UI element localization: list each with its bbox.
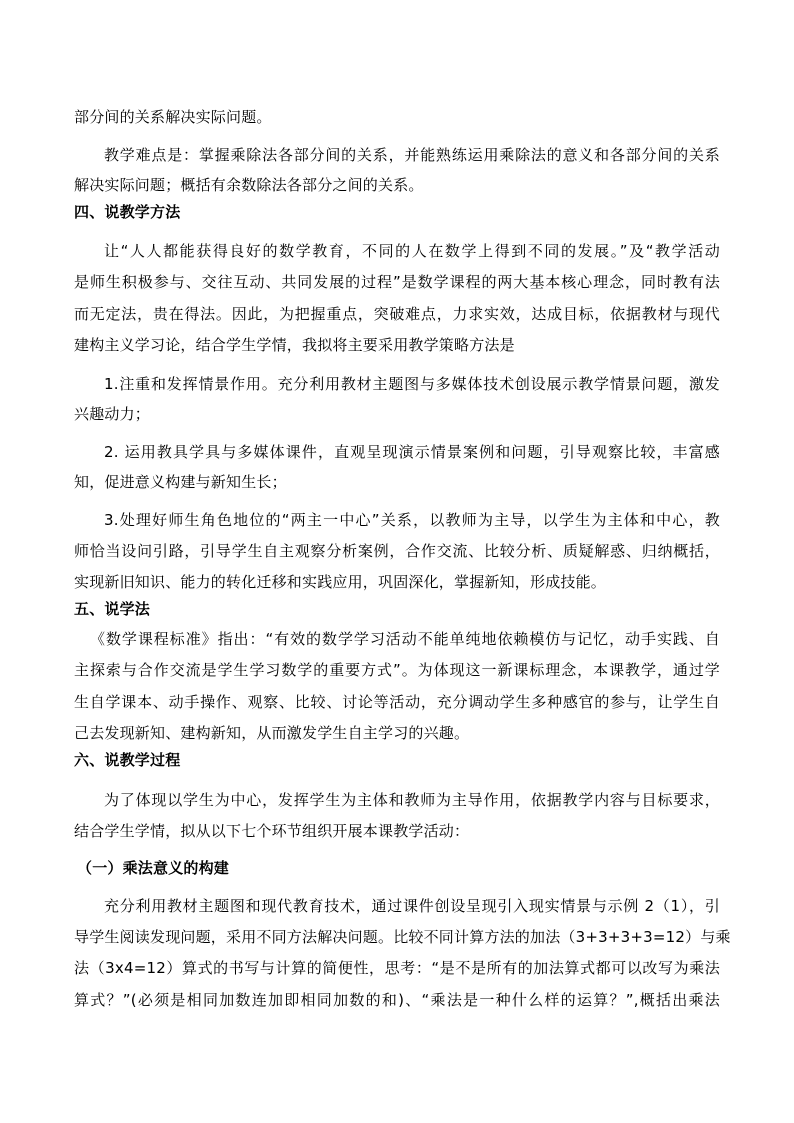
text-line: 部分间的关系解决实际问题。	[74, 108, 272, 126]
section-heading: 六、说教学过程	[74, 751, 181, 769]
text-line: 己去发现新知、建构新知，从而激发学生自主学习的兴趣。	[74, 724, 470, 742]
section-heading: 五、说学法	[74, 600, 151, 618]
text-line: 师恰当设问引路，引导学生自主观察分析案例，合作交流、比较分析、质疑解惑、归纳概括，	[74, 542, 720, 560]
section-heading: 四、说教学方法	[74, 203, 181, 221]
text-line: 2. 运用教具学具与多媒体课件，直观呈现演示情景案例和问题，引导观察比较，丰富感	[104, 443, 720, 461]
text-line: 实现新旧知识、能力的转化迁移和实践应用，巩固深化，掌握新知，形成技能。	[74, 573, 607, 591]
text-line: 充分利用教材主题图和现代教育技术，通过课件创设呈现引入现实情景与示例 2（1），引	[104, 897, 720, 915]
text-line: 《数学课程标准》指出：“有效的数学学习活动不能单纯地依赖模仿与记忆，动手实践、自	[90, 630, 720, 648]
text-line: 而无定法，贵在得法。因此，为把握重点，突破难点，力求实效，达成目标，依据教材与现代	[74, 305, 720, 323]
text-line: 让“人人都能获得良好的数学教育，不同的人在数学上得到不同的发展。”及“教学活动	[104, 242, 720, 260]
text-line: 知，促进意义构建与新知生长；	[74, 473, 287, 491]
text-line: 兴趣动力；	[74, 405, 151, 423]
text-line: 生自学课本、动手操作、观察、比较、讨论等活动，充分调动学生多种感官的参与，让学生自	[74, 693, 720, 711]
text-line: 主探索与合作交流是学生学习数学的重要方式”。为体现这一新课标理念，本课教学，通过学	[74, 661, 720, 679]
text-line: 3.处理好师生角色地位的“两主一中心”关系，以教师为主导，以学生为主体和中心，教	[104, 511, 720, 529]
text-line: 为了体现以学生为中心，发挥学生为主体和教师为主导作用，依据教学内容与目标要求，	[104, 791, 720, 809]
subsection-heading: （一）乘法意义的构建	[77, 859, 230, 877]
text-line: 导学生阅读发现问题，采用不同方法解决问题。比较不同计算方法的加法（3+3+3+3=12）与乘	[74, 928, 731, 946]
text-line: 解决实际问题；概括有余数除法各部分之间的关系。	[74, 176, 424, 194]
text-line: 教学难点是：掌握乘除法各部分间的关系，并能熟练运用乘除法的意义和各部分间的关系	[104, 146, 720, 164]
text-line: 算式？”(必须是相同加数连加即相同加数的和)、“乘法是一种什么样的运算？”,概括出乘法	[74, 991, 720, 1009]
text-line: 建构主义学习论，结合学生学情，我拟将主要采用教学策略方法是	[74, 336, 515, 354]
text-line: 结合学生学情，拟从以下七个环节组织开展本课教学活动：	[74, 822, 470, 840]
text-line: 法（3x4=12）算式的书写与计算的简便性，思考：“是不是所有的加法算式都可以改写为乘法	[74, 959, 720, 977]
text-line: 1.注重和发挥情景作用。充分利用教材主题图与多媒体技术创设展示教学情景问题，激发	[104, 375, 720, 393]
text-line: 是师生积极参与、交往互动、共同发展的过程”是数学课程的两大基本核心理念，同时教有法	[74, 273, 720, 291]
